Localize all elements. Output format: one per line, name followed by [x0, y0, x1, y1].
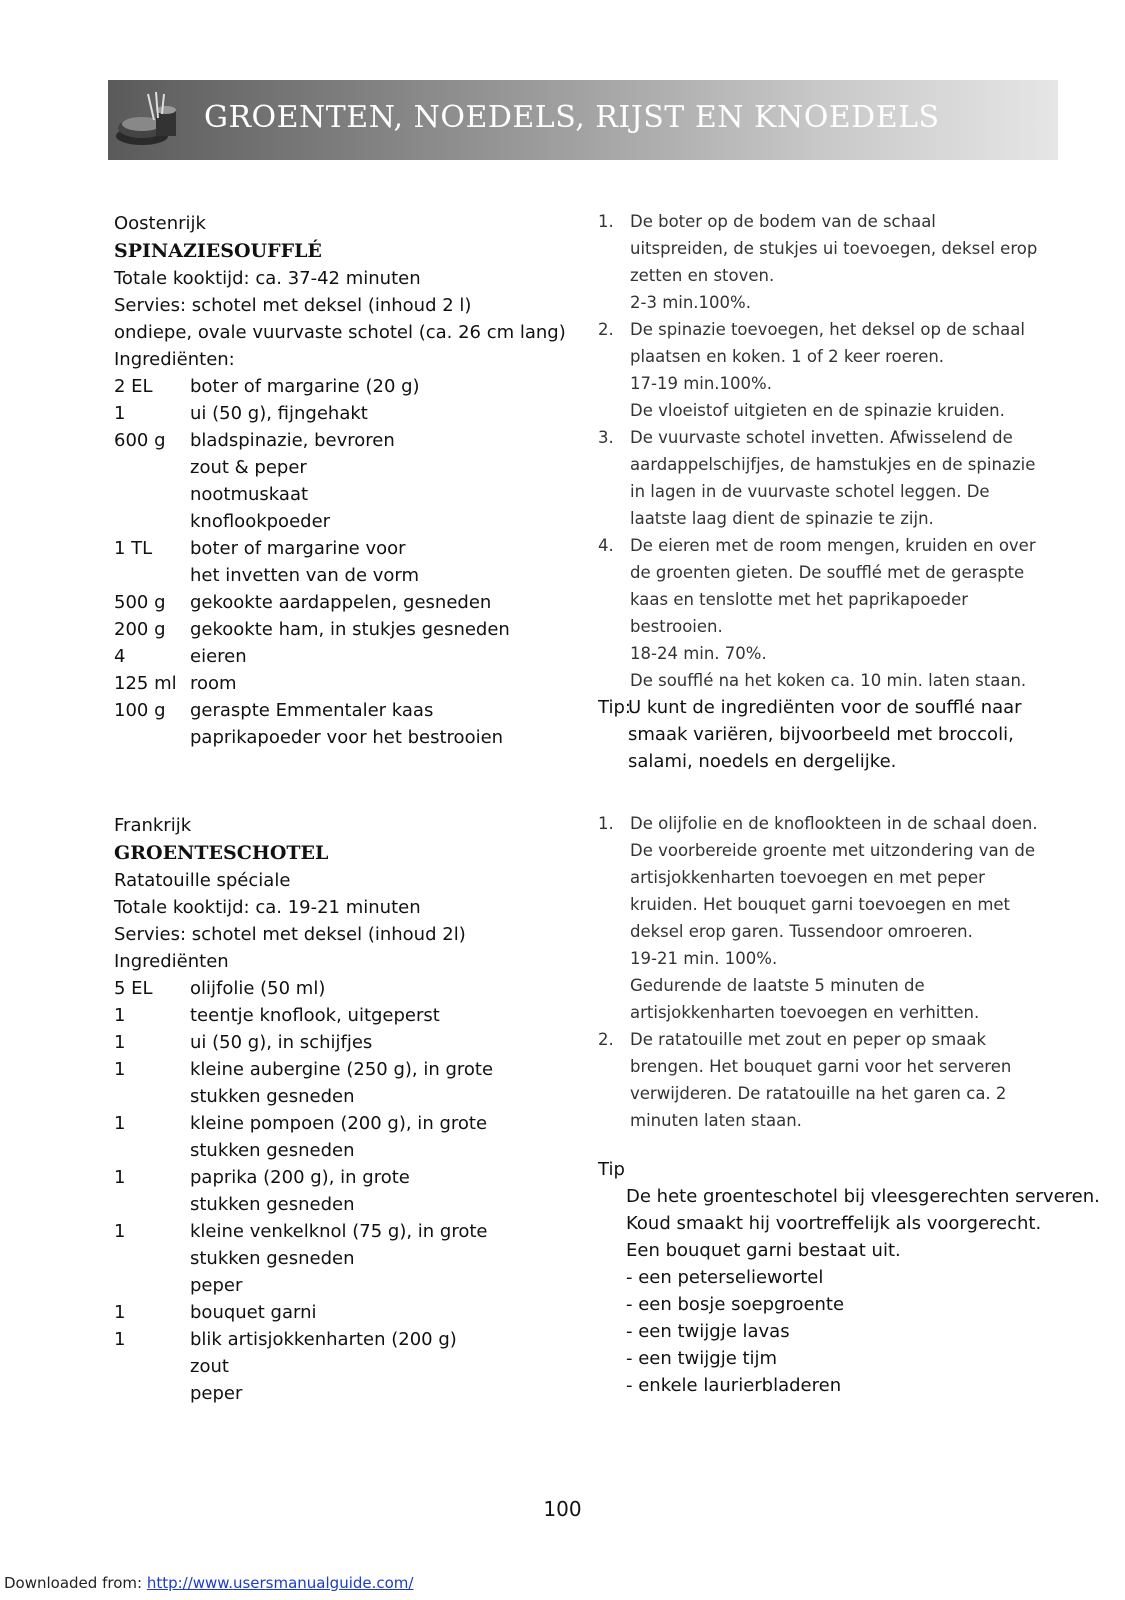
tip-line: - een bosje soepgroente	[626, 1294, 845, 1315]
ingredient-quantity	[114, 1353, 190, 1380]
recipe1-info-line: ondiepe, ovale vuurvaste schotel (ca. 26 cm lang)	[114, 322, 566, 343]
ingredient-row	[114, 1137, 584, 1164]
ingredient-name: boter of margarine voor	[190, 538, 406, 559]
ingredient-row	[114, 562, 584, 589]
recipe2-info-line: Ingrediënten	[114, 951, 229, 972]
ingredient-row	[114, 1218, 584, 1245]
recipe1-info-line: Servies: schotel met deksel (inhoud 2 l)	[114, 295, 472, 316]
step-line: kaas en tenslotte met het paprikapoeder	[630, 590, 969, 609]
footer-link[interactable]: http://www.usersmanualguide.com/	[146, 1574, 414, 1592]
ingredient-name: stukken gesneden	[190, 1248, 355, 1269]
ingredient-name: bladspinazie, bevroren	[190, 430, 395, 451]
step-line: 19-21 min. 100%.	[630, 949, 778, 968]
recipe1-tip-label: Tip:	[598, 697, 631, 718]
tip-line: Een bouquet garni bestaat uit.	[626, 1240, 901, 1261]
recipe2-title: GROENTESCHOTEL	[114, 842, 329, 864]
step-line: de groenten gieten. De soufflé met de geraspte	[630, 563, 1025, 582]
cookware-icon	[112, 84, 184, 156]
step-number: 4.	[598, 536, 614, 555]
ingredient-row	[114, 1029, 584, 1056]
recipe2-tip	[598, 1156, 1100, 1399]
ingredient-name: zout & peper	[190, 457, 307, 478]
ingredient-row	[114, 1083, 584, 1110]
step-line: 18-24 min. 70%.	[630, 644, 767, 663]
ingredient-quantity	[114, 724, 190, 751]
ingredient-name: stukken gesneden	[190, 1194, 355, 1215]
ingredient-name: gekookte aardappelen, gesneden	[190, 592, 492, 613]
step-line: aardappelschijfjes, de hamstukjes en de spinazie	[630, 455, 1036, 474]
ingredient-name: stukken gesneden	[190, 1086, 355, 1107]
step-line: De vloeistof uitgieten en de spinazie kruiden.	[630, 401, 1005, 420]
ingredient-quantity: 1	[114, 1221, 126, 1242]
ingredient-row	[114, 400, 584, 427]
step-line: artisjokkenharten toevoegen en met peper	[630, 868, 985, 887]
ingredient-row	[114, 1002, 584, 1029]
step-line: De olijfolie en de knoflookteen in de schaal doen.	[630, 814, 1038, 833]
step-line: zetten en stoven.	[630, 266, 775, 285]
instruction-step	[598, 532, 1068, 694]
ingredient-quantity: 100 g	[114, 700, 166, 721]
ingredient-quantity	[114, 508, 190, 535]
step-line: 2-3 min.100%.	[630, 293, 751, 312]
ingredient-row	[114, 1299, 584, 1326]
ingredient-row	[114, 1164, 584, 1191]
step-line: deksel erop garen. Tussendoor omroeren.	[630, 922, 973, 941]
ingredient-quantity: 1	[114, 1302, 126, 1323]
ingredient-row	[114, 1110, 584, 1137]
step-line: minuten laten staan.	[630, 1111, 802, 1130]
recipe1-tip	[598, 694, 1068, 775]
ingredient-name: ui (50 g), fijngehakt	[190, 403, 368, 424]
ingredient-quantity: 1	[114, 1329, 126, 1350]
step-number: 2.	[598, 320, 614, 339]
ingredient-quantity	[114, 562, 190, 589]
ingredient-quantity: 1	[114, 1005, 126, 1026]
ingredient-quantity: 1	[114, 1059, 126, 1080]
download-footer	[4, 1574, 413, 1592]
ingredient-row	[114, 1191, 584, 1218]
ingredient-row	[114, 1380, 584, 1407]
ingredient-row	[114, 373, 584, 400]
step-line: 17-19 min.100%.	[630, 374, 772, 393]
ingredient-row	[114, 1056, 584, 1083]
ingredient-row	[114, 427, 584, 454]
ingredient-name: peper	[190, 1275, 243, 1296]
ingredient-name: paprika (200 g), in grote	[190, 1167, 410, 1188]
tip-line: - een peterseliewortel	[626, 1267, 824, 1288]
recipe2-info-line: Ratatouille spéciale	[114, 870, 291, 891]
tip-line: De hete groenteschotel bij vleesgerechten serveren.	[626, 1186, 1100, 1207]
step-line: De eieren met de room mengen, kruiden en over	[630, 536, 1036, 555]
ingredient-quantity	[114, 1380, 190, 1407]
ingredient-quantity: 1	[114, 1167, 126, 1188]
ingredient-quantity	[114, 1083, 190, 1110]
ingredient-name: zout	[190, 1356, 229, 1377]
ingredient-quantity: 4	[114, 646, 126, 667]
ingredient-row	[114, 508, 584, 535]
ingredient-quantity: 1	[114, 403, 126, 424]
recipe2-info-line: Totale kooktijd: ca. 19-21 minuten	[114, 897, 421, 918]
ingredient-row	[114, 975, 584, 1002]
step-number: 3.	[598, 428, 614, 447]
ingredient-quantity: 1 TL	[114, 538, 153, 559]
recipe1-country: Oostenrijk	[114, 213, 206, 234]
tip-line: U kunt de ingrediënten voor de soufflé naar	[628, 697, 1022, 718]
recipe2-info-line: Servies: schotel met deksel (inhoud 2l)	[114, 924, 466, 945]
ingredient-name: ui (50 g), in schijfjes	[190, 1032, 373, 1053]
recipe1-steps-column	[598, 208, 1068, 775]
tip-line: - enkele laurierbladeren	[626, 1375, 842, 1396]
ingredient-name: stukken gesneden	[190, 1140, 355, 1161]
step-number: 1.	[598, 212, 614, 231]
instruction-step	[598, 208, 1068, 316]
page-number: 100	[543, 1497, 582, 1521]
ingredient-row	[114, 481, 584, 508]
step-line: De spinazie toevoegen, het deksel op de schaal	[630, 320, 1025, 339]
ingredient-quantity: 125 ml	[114, 673, 177, 694]
recipe2-tip-label: Tip	[598, 1159, 625, 1180]
ingredient-name: boter of margarine (20 g)	[190, 376, 420, 397]
ingredient-name: blik artisjokkenharten (200 g)	[190, 1329, 457, 1350]
ingredient-row	[114, 643, 584, 670]
tip-line: salami, noedels en dergelijke.	[628, 751, 897, 772]
ingredient-name: eieren	[190, 646, 247, 667]
ingredient-quantity	[114, 454, 190, 481]
ingredient-quantity: 600 g	[114, 430, 166, 451]
step-line: Gedurende de laatste 5 minuten de	[630, 976, 925, 995]
step-line: artisjokkenharten toevoegen en verhitten.	[630, 1003, 980, 1022]
ingredient-name: gekookte ham, in stukjes gesneden	[190, 619, 510, 640]
recipe1-ingredients-column	[114, 210, 584, 751]
chapter-title: GROENTEN, NOEDELS, RIJST EN KNOEDELS	[204, 100, 940, 135]
step-line: in lagen in de vuurvaste schotel leggen. De	[630, 482, 990, 501]
step-line: verwijderen. De ratatouille na het garen ca. 2	[630, 1084, 1007, 1103]
step-number: 2.	[598, 1030, 614, 1049]
instruction-step	[598, 810, 1068, 1026]
instruction-step	[598, 424, 1068, 532]
recipe1-title: SPINAZIESOUFFLÉ	[114, 240, 322, 262]
step-line: kruiden. Het bouquet garni toevoegen en met	[630, 895, 1011, 914]
footer-label: Downloaded from:	[4, 1574, 147, 1592]
ingredient-quantity	[114, 1272, 190, 1299]
ingredient-row	[114, 616, 584, 643]
recipe1-info-line: Totale kooktijd: ca. 37-42 minuten	[114, 268, 421, 289]
tip-line: - een twijgje lavas	[626, 1321, 790, 1342]
step-number: 1.	[598, 814, 614, 833]
tip-line: smaak variëren, bijvoorbeeld met broccoli,	[628, 724, 1014, 745]
ingredient-name: kleine venkelknol (75 g), in grote	[190, 1221, 488, 1242]
ingredient-row	[114, 454, 584, 481]
step-line: De soufflé na het koken ca. 10 min. laten staan.	[630, 671, 1027, 690]
ingredient-quantity	[114, 1245, 190, 1272]
instruction-step	[598, 316, 1068, 424]
recipe2-country: Frankrijk	[114, 815, 192, 836]
step-line: De boter op de bodem van de schaal	[630, 212, 936, 231]
step-line: brengen. Het bouquet garni voor het serveren	[630, 1057, 1012, 1076]
chapter-header	[108, 80, 1058, 160]
step-line: De vuurvaste schotel invetten. Afwisselend de	[630, 428, 1013, 447]
ingredient-name: het invetten van de vorm	[190, 565, 420, 586]
ingredient-quantity: 5 EL	[114, 978, 153, 999]
ingredient-name: knoflookpoeder	[190, 511, 331, 532]
ingredient-row	[114, 1326, 584, 1353]
ingredient-quantity	[114, 1137, 190, 1164]
ingredient-row	[114, 1245, 584, 1272]
ingredient-quantity	[114, 1191, 190, 1218]
step-line: De ratatouille met zout en peper op smaak	[630, 1030, 987, 1049]
ingredient-row	[114, 697, 584, 724]
step-line: plaatsen en koken. 1 of 2 keer roeren.	[630, 347, 945, 366]
ingredient-row	[114, 670, 584, 697]
ingredient-quantity: 1	[114, 1032, 126, 1053]
ingredient-quantity: 500 g	[114, 592, 166, 613]
recipe2-steps-column	[598, 810, 1100, 1399]
ingredient-quantity: 1	[114, 1113, 126, 1134]
step-line: bestrooien.	[630, 617, 723, 636]
ingredient-name: peper	[190, 1383, 243, 1404]
ingredient-name: bouquet garni	[190, 1302, 317, 1323]
ingredient-name: geraspte Emmentaler kaas	[190, 700, 434, 721]
instruction-step	[598, 1026, 1068, 1134]
ingredient-row	[114, 589, 584, 616]
ingredient-quantity: 200 g	[114, 619, 166, 640]
ingredient-name: paprikapoeder voor het bestrooien	[190, 727, 504, 748]
ingredient-row	[114, 535, 584, 562]
ingredient-name: olijfolie (50 ml)	[190, 978, 326, 999]
ingredient-quantity	[114, 481, 190, 508]
ingredient-name: nootmuskaat	[190, 484, 309, 505]
recipe2-ingredients-column	[114, 812, 584, 1407]
ingredient-name: kleine aubergine (250 g), in grote	[190, 1059, 494, 1080]
ingredient-quantity: 2 EL	[114, 376, 153, 397]
step-line: De voorbereide groente met uitzondering van de	[630, 841, 1035, 860]
tip-line: Koud smaakt hij voortreffelijk als voorgerecht.	[626, 1213, 1042, 1234]
ingredient-name: teentje knoflook, uitgeperst	[190, 1005, 440, 1026]
step-line: laatste laag dient de spinazie te zijn.	[630, 509, 934, 528]
ingredient-row	[114, 1272, 584, 1299]
ingredient-name: room	[190, 673, 237, 694]
ingredient-row	[114, 1353, 584, 1380]
recipe1-info-line: Ingrediënten:	[114, 349, 235, 370]
step-line: uitspreiden, de stukjes ui toevoegen, deksel erop	[630, 239, 1038, 258]
ingredient-row	[114, 724, 584, 751]
ingredient-name: kleine pompoen (200 g), in grote	[190, 1113, 488, 1134]
tip-line: - een twijgje tijm	[626, 1348, 778, 1369]
